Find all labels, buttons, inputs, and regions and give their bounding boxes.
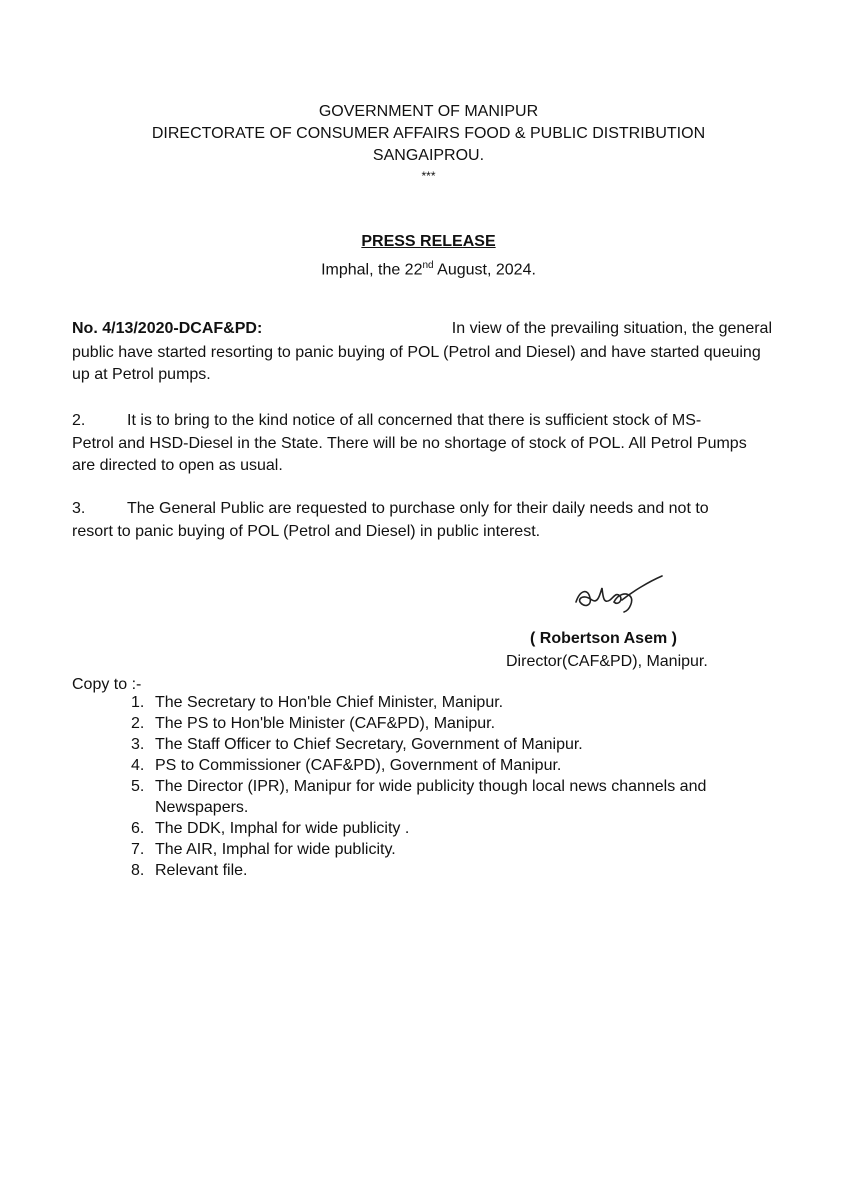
list-item: [131, 692, 791, 713]
list-item-text: The DDK, Imphal for wide publicity .: [155, 820, 410, 837]
paragraph-2-first-line: [72, 410, 772, 432]
signatory-designation: Director(CAF&PD), Manipur.: [506, 653, 708, 670]
list-item: [131, 839, 791, 860]
release-date: [0, 256, 857, 280]
list-item-number: 2.: [131, 715, 145, 732]
paragraph-2-number: 2.: [72, 412, 86, 429]
list-item-text: The PS to Hon'ble Minister (CAF&PD), Manipur.: [155, 715, 496, 732]
signatory-name: ( Robertson Asem ): [530, 630, 677, 647]
list-item-number: 7.: [131, 841, 145, 858]
paragraph-1-body: public have started resorting to panic buying of POL (Petrol and Diesel) and have started queuing up at Petrol pumps.: [72, 344, 761, 383]
list-item-number: 1.: [131, 694, 145, 711]
paragraph-3-number: 3.: [72, 500, 86, 517]
list-item: [131, 860, 791, 881]
list-item-number: 6.: [131, 820, 145, 837]
list-item: [131, 755, 791, 776]
paragraph-3-first-line: [72, 498, 772, 520]
list-item-text: Relevant file.: [155, 862, 248, 879]
list-item: [131, 818, 791, 839]
list-item-number: 3.: [131, 736, 145, 753]
paragraph-3-lead: The General Public are requested to purchase only for their daily needs and not to: [127, 500, 709, 517]
copy-to-list: [131, 692, 791, 881]
copy-to-label: Copy to :-: [72, 676, 142, 693]
header-government: GOVERNMENT OF MANIPUR: [318, 103, 539, 120]
paragraph-3-body: resort to panic buying of POL (Petrol and Diesel) in public interest.: [72, 523, 541, 540]
list-item-number: 8.: [131, 862, 145, 879]
header-location: SANGAIPROU.: [372, 147, 485, 164]
list-item-text: The Staff Officer to Chief Secretary, Government of Manipur.: [155, 736, 583, 753]
handwritten-signature: [570, 570, 670, 620]
list-item-text: PS to Commissioner (CAF&PD), Government of Manipur.: [155, 757, 562, 774]
paragraph-1-lead: In view of the prevailing situation, the general: [451, 320, 772, 337]
list-item: [131, 734, 791, 755]
list-item-number: 4.: [131, 757, 145, 774]
date-suffix: August, 2024.: [433, 261, 536, 279]
list-item: [131, 776, 791, 818]
list-item-text: The Director (IPR), Manipur for wide publicity though local news channels and Newspapers.: [155, 778, 707, 816]
paragraph-2-lead: It is to bring to the kind notice of all concerned that there is sufficient stock of MS-: [127, 412, 702, 429]
list-item-number: 5.: [131, 778, 145, 795]
header-separator: ***: [421, 169, 436, 183]
reference-number: No. 4/13/2020-DCAF&PD:: [72, 320, 263, 337]
header-directorate: DIRECTORATE OF CONSUMER AFFAIRS FOOD & PUBLIC DISTRIBUTION: [151, 125, 706, 142]
paragraph-2-body: Petrol and HSD-Diesel in the State. There will be no shortage of stock of POL. All Petrol Pumps are directed to open as usual.: [72, 435, 747, 474]
paragraph-1-first-line: [72, 318, 772, 340]
date-prefix: Imphal, the 22: [321, 261, 423, 279]
list-item: [131, 713, 791, 734]
list-item-text: The Secretary to Hon'ble Chief Minister, Manipur.: [155, 694, 504, 711]
date-superscript: nd: [422, 260, 434, 271]
list-item-text: The AIR, Imphal for wide publicity.: [155, 841, 396, 858]
page-title: PRESS RELEASE: [361, 233, 496, 250]
